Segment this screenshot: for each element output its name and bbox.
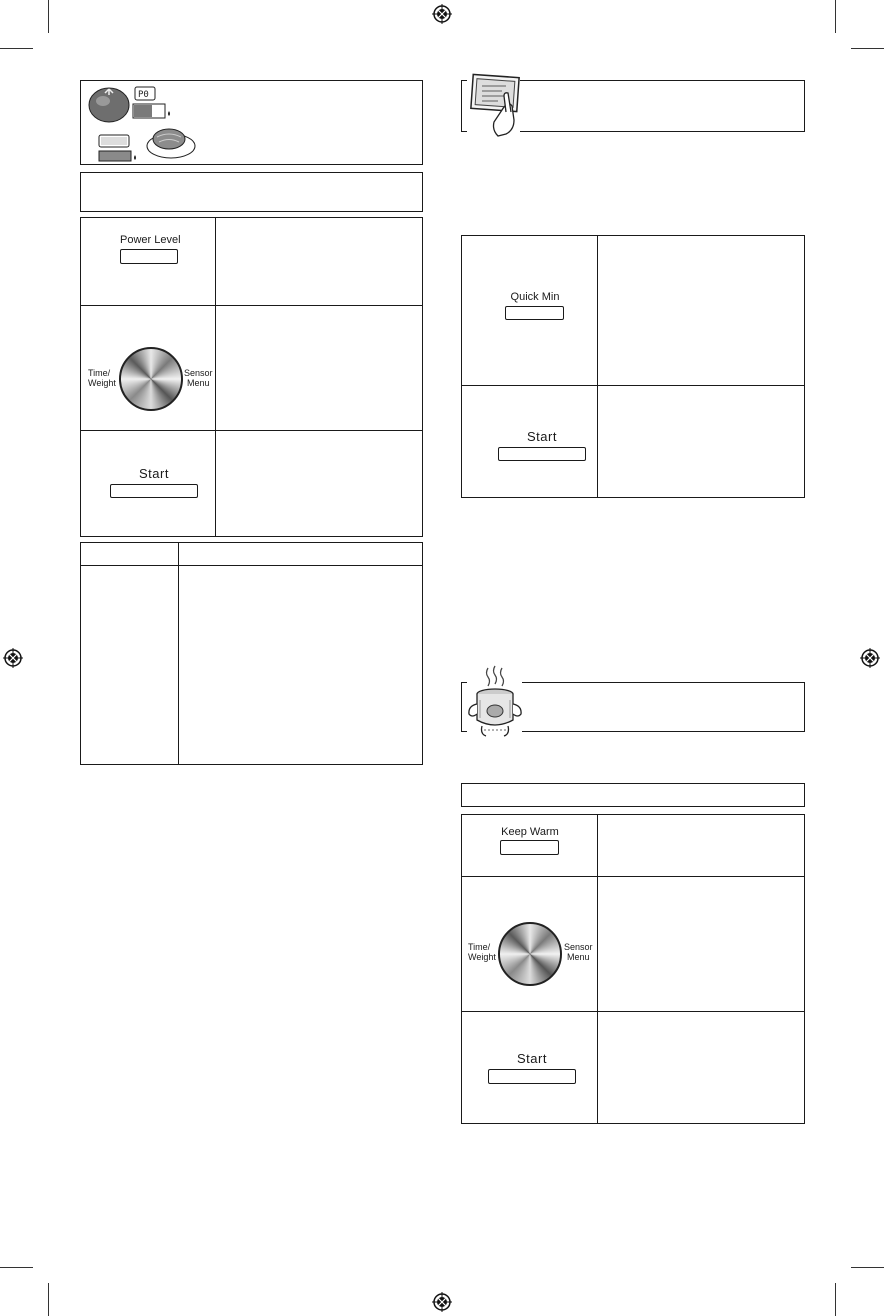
trim-mark <box>48 0 49 33</box>
display-top-text: P0 <box>138 90 149 100</box>
keep-warm-label: Keep Warm <box>501 826 559 838</box>
trim-mark <box>48 1283 49 1316</box>
instruction-box <box>80 172 423 212</box>
trim-mark <box>835 0 836 33</box>
time-weight-label: Time/ Weight <box>88 368 116 388</box>
time-weight-label: Time/ Weight <box>468 942 496 962</box>
sensor-menu-label: Sensor Menu <box>564 942 593 962</box>
divider <box>215 217 216 537</box>
divider <box>80 305 423 306</box>
hand-pointing-card-icon <box>466 72 524 138</box>
trim-mark <box>0 48 33 49</box>
divider <box>461 1011 805 1012</box>
registration-mark-icon <box>432 1292 452 1312</box>
instruction-box <box>461 783 805 807</box>
start-button[interactable] <box>498 447 586 461</box>
start-button[interactable] <box>488 1069 576 1084</box>
divider <box>80 430 423 431</box>
control-dial-icon[interactable] <box>498 922 562 986</box>
start-button[interactable] <box>110 484 198 498</box>
quick-min-button[interactable] <box>505 306 564 320</box>
control-dial-icon[interactable] <box>119 347 183 411</box>
note-box <box>520 80 805 132</box>
keep-warm-button[interactable] <box>500 840 559 855</box>
trim-mark <box>851 1267 884 1268</box>
info-table <box>80 542 423 765</box>
registration-mark-icon <box>3 648 23 668</box>
power-level-label: Power Level <box>120 234 181 246</box>
divider <box>80 565 423 566</box>
sensor-menu-label: Sensor Menu <box>184 368 213 388</box>
start-label: Start <box>139 466 169 481</box>
registration-mark-icon <box>860 648 880 668</box>
divider <box>597 814 598 1124</box>
start-label: Start <box>527 429 557 444</box>
divider <box>178 542 179 765</box>
note-bracket <box>461 80 462 132</box>
divider <box>597 235 598 498</box>
quick-min-label: Quick Min <box>510 291 560 303</box>
food-display-graphic <box>83 83 203 163</box>
power-level-button[interactable] <box>120 249 178 264</box>
trim-mark <box>0 1267 33 1268</box>
registration-mark-icon <box>432 4 452 24</box>
note-box <box>522 682 805 732</box>
trim-mark <box>851 48 884 49</box>
food-graphic-box <box>80 80 423 165</box>
divider <box>461 385 805 386</box>
divider <box>461 876 805 877</box>
start-label: Start <box>517 1051 547 1066</box>
note-bracket <box>461 682 462 732</box>
steaming-pot-icon <box>466 664 524 740</box>
trim-mark <box>835 1283 836 1316</box>
